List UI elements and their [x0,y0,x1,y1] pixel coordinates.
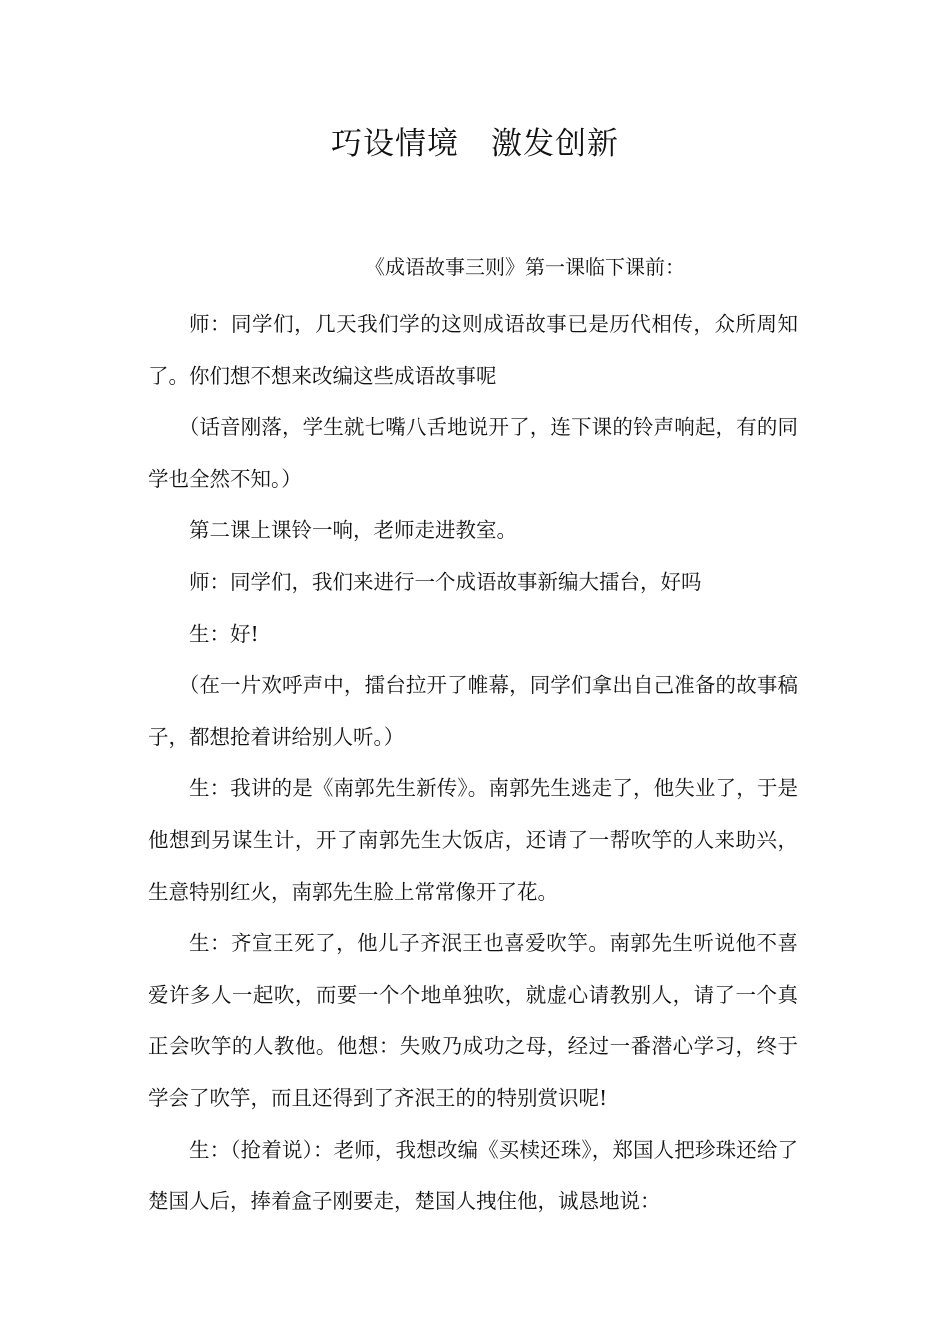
paragraph-student-story-1: 生：我讲的是《南郭先生新传》。南郭先生逃走了，他失业了，于是他想到另谋生计，开了南郭先生大饭店，还请了一帮吹竽的人来助兴，生意特别红火，南郭先生脸上常常像开了花。 [148,776,798,904]
document-title: 巧设情境 激发创新 [331,126,619,162]
paragraph-teacher-arena: 师：同学们，我们来进行一个成语故事新编大擂台，好吗 [189,569,702,594]
paragraph-arena-opens: （在一片欢呼声中，擂台拉开了帷幕，同学们拿出自己准备的故事稿子，都想抢着讲给别人听。） [148,673,798,749]
paragraph-teacher-intro: 师：同学们，几天我们学的这则成语故事已是历代相传，众所周知了。你们想不想来改编这些成语故事呢 [148,312,798,388]
paragraph-student-story-3: 生：（抢着说）：老师，我想改编《买椟还珠》，郑国人把珍珠还给了楚国人后，捧着盒子刚要走，楚国人拽住他，诚恳地说： [148,1137,798,1214]
document-subtitle: 《成语故事三则》第一课临下课前： [365,255,685,279]
paragraph-student-agree: 生：好! [189,621,259,646]
paragraph-student-reaction: （话音刚落，学生就七嘴八舌地说开了，连下课的铃声响起，有的同学也全然不知。） [148,415,798,491]
paragraph-second-class: 第二课上课铃一响，老师走进教室。 [189,518,517,543]
document-body [148,299,798,1228]
paragraph-student-story-2: 生：齐宣王死了，他儿子齐泯王也喜爱吹竽。南郭先生听说他不喜爱许多人一起吹，而要一个个地单独吹，就虚心请教别人，请了一个真正会吹竽的人教他。他想：失败乃成功之母，经过一番潜心学习，终于学会了吹竽，而且还得到了齐泯王的的特别赏识呢! [148,931,798,1110]
